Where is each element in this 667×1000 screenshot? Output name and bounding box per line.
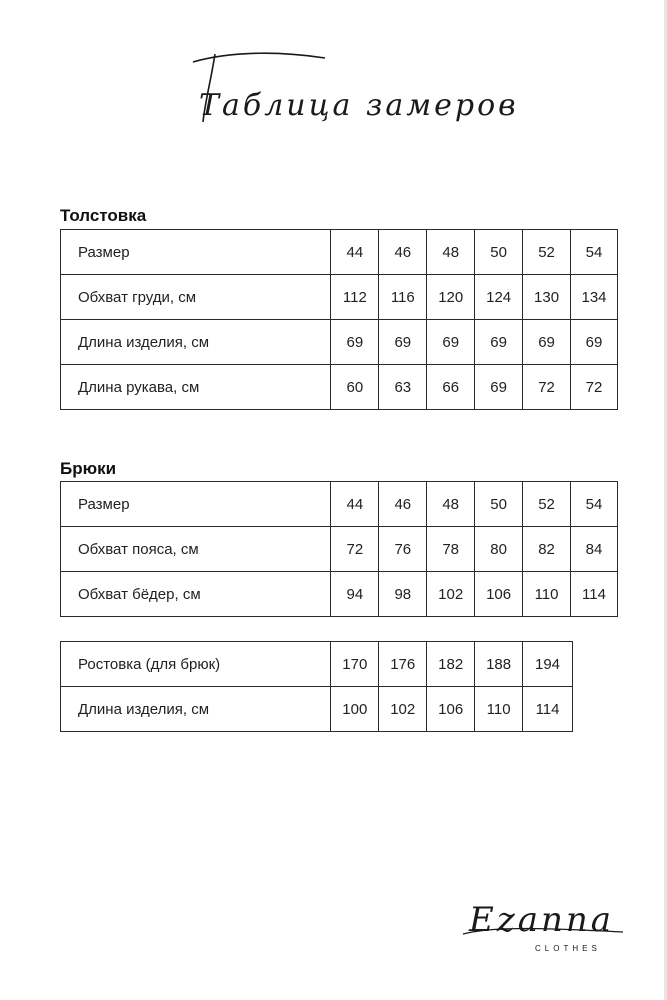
table-cell: 66 [427,365,475,410]
table-cell: 44 [331,230,379,275]
table-cell: 69 [523,320,571,365]
table-row [61,687,573,732]
table-cell: 120 [427,275,475,320]
table-cell: 54 [571,230,618,275]
logo-brand: Ezanna [469,900,615,940]
table-row [61,572,618,617]
table-cell: 102 [427,572,475,617]
title-text: Таблица замеров [199,88,519,123]
table-cell: 182 [427,642,475,687]
table-cell: 69 [427,320,475,365]
table-cell: 188 [475,642,523,687]
row-label: Размер [61,482,331,527]
table-cell: 106 [475,572,523,617]
table-cell: 69 [379,320,427,365]
table-cell: 78 [427,527,475,572]
row-label: Размер [61,230,331,275]
table-cell: 76 [379,527,427,572]
table-cell: 176 [379,642,427,687]
table-cell: 52 [523,482,571,527]
table-row [61,482,618,527]
table-row [61,320,618,365]
table-row [61,230,618,275]
table-cell: 114 [523,687,573,732]
table-cell: 114 [571,572,618,617]
table-cell: 130 [523,275,571,320]
table-cell: 63 [379,365,427,410]
row-label: Длина изделия, см [61,320,331,365]
table-cell: 69 [475,320,523,365]
table-cell: 110 [523,572,571,617]
table-row [61,365,618,410]
page-title [175,40,519,130]
row-label: Обхват груди, см [61,275,331,320]
row-label: Обхват бёдер, см [61,572,331,617]
row-label: Обхват пояса, см [61,527,331,572]
table-cell: 69 [475,365,523,410]
row-label: Ростовка (для брюк) [61,642,331,687]
hoodie-section-title: Толстовка [60,206,147,225]
table-cell: 72 [523,365,571,410]
table-cell: 69 [571,320,618,365]
table-row [61,275,618,320]
table-row [61,642,573,687]
table-cell: 50 [475,482,523,527]
table-cell: 98 [379,572,427,617]
table-cell: 110 [475,687,523,732]
table-cell: 134 [571,275,618,320]
table-cell: 84 [571,527,618,572]
logo-subtitle: CLOTHES [535,944,601,953]
table-cell: 102 [379,687,427,732]
brand-logo [455,888,635,968]
table-cell: 82 [523,527,571,572]
table-cell: 112 [331,275,379,320]
table-cell: 170 [331,642,379,687]
row-label: Длина рукава, см [61,365,331,410]
table-cell: 50 [475,230,523,275]
pants-size-table [60,481,618,617]
row-label: Длина изделия, см [61,687,331,732]
table-cell: 80 [475,527,523,572]
table-cell: 106 [427,687,475,732]
table-cell: 60 [331,365,379,410]
table-row [61,527,618,572]
table-cell: 48 [427,482,475,527]
pants-section-title: Брюки [60,459,117,478]
hoodie-size-table [60,229,618,410]
table-cell: 69 [331,320,379,365]
table-cell: 44 [331,482,379,527]
table-cell: 46 [379,482,427,527]
table-cell: 116 [379,275,427,320]
table-cell: 94 [331,572,379,617]
table-cell: 124 [475,275,523,320]
table-cell: 46 [379,230,427,275]
table-cell: 52 [523,230,571,275]
table-cell: 100 [331,687,379,732]
table-cell: 54 [571,482,618,527]
height-table [60,641,573,732]
table-cell: 72 [331,527,379,572]
table-cell: 48 [427,230,475,275]
table-cell: 72 [571,365,618,410]
table-cell: 194 [523,642,573,687]
